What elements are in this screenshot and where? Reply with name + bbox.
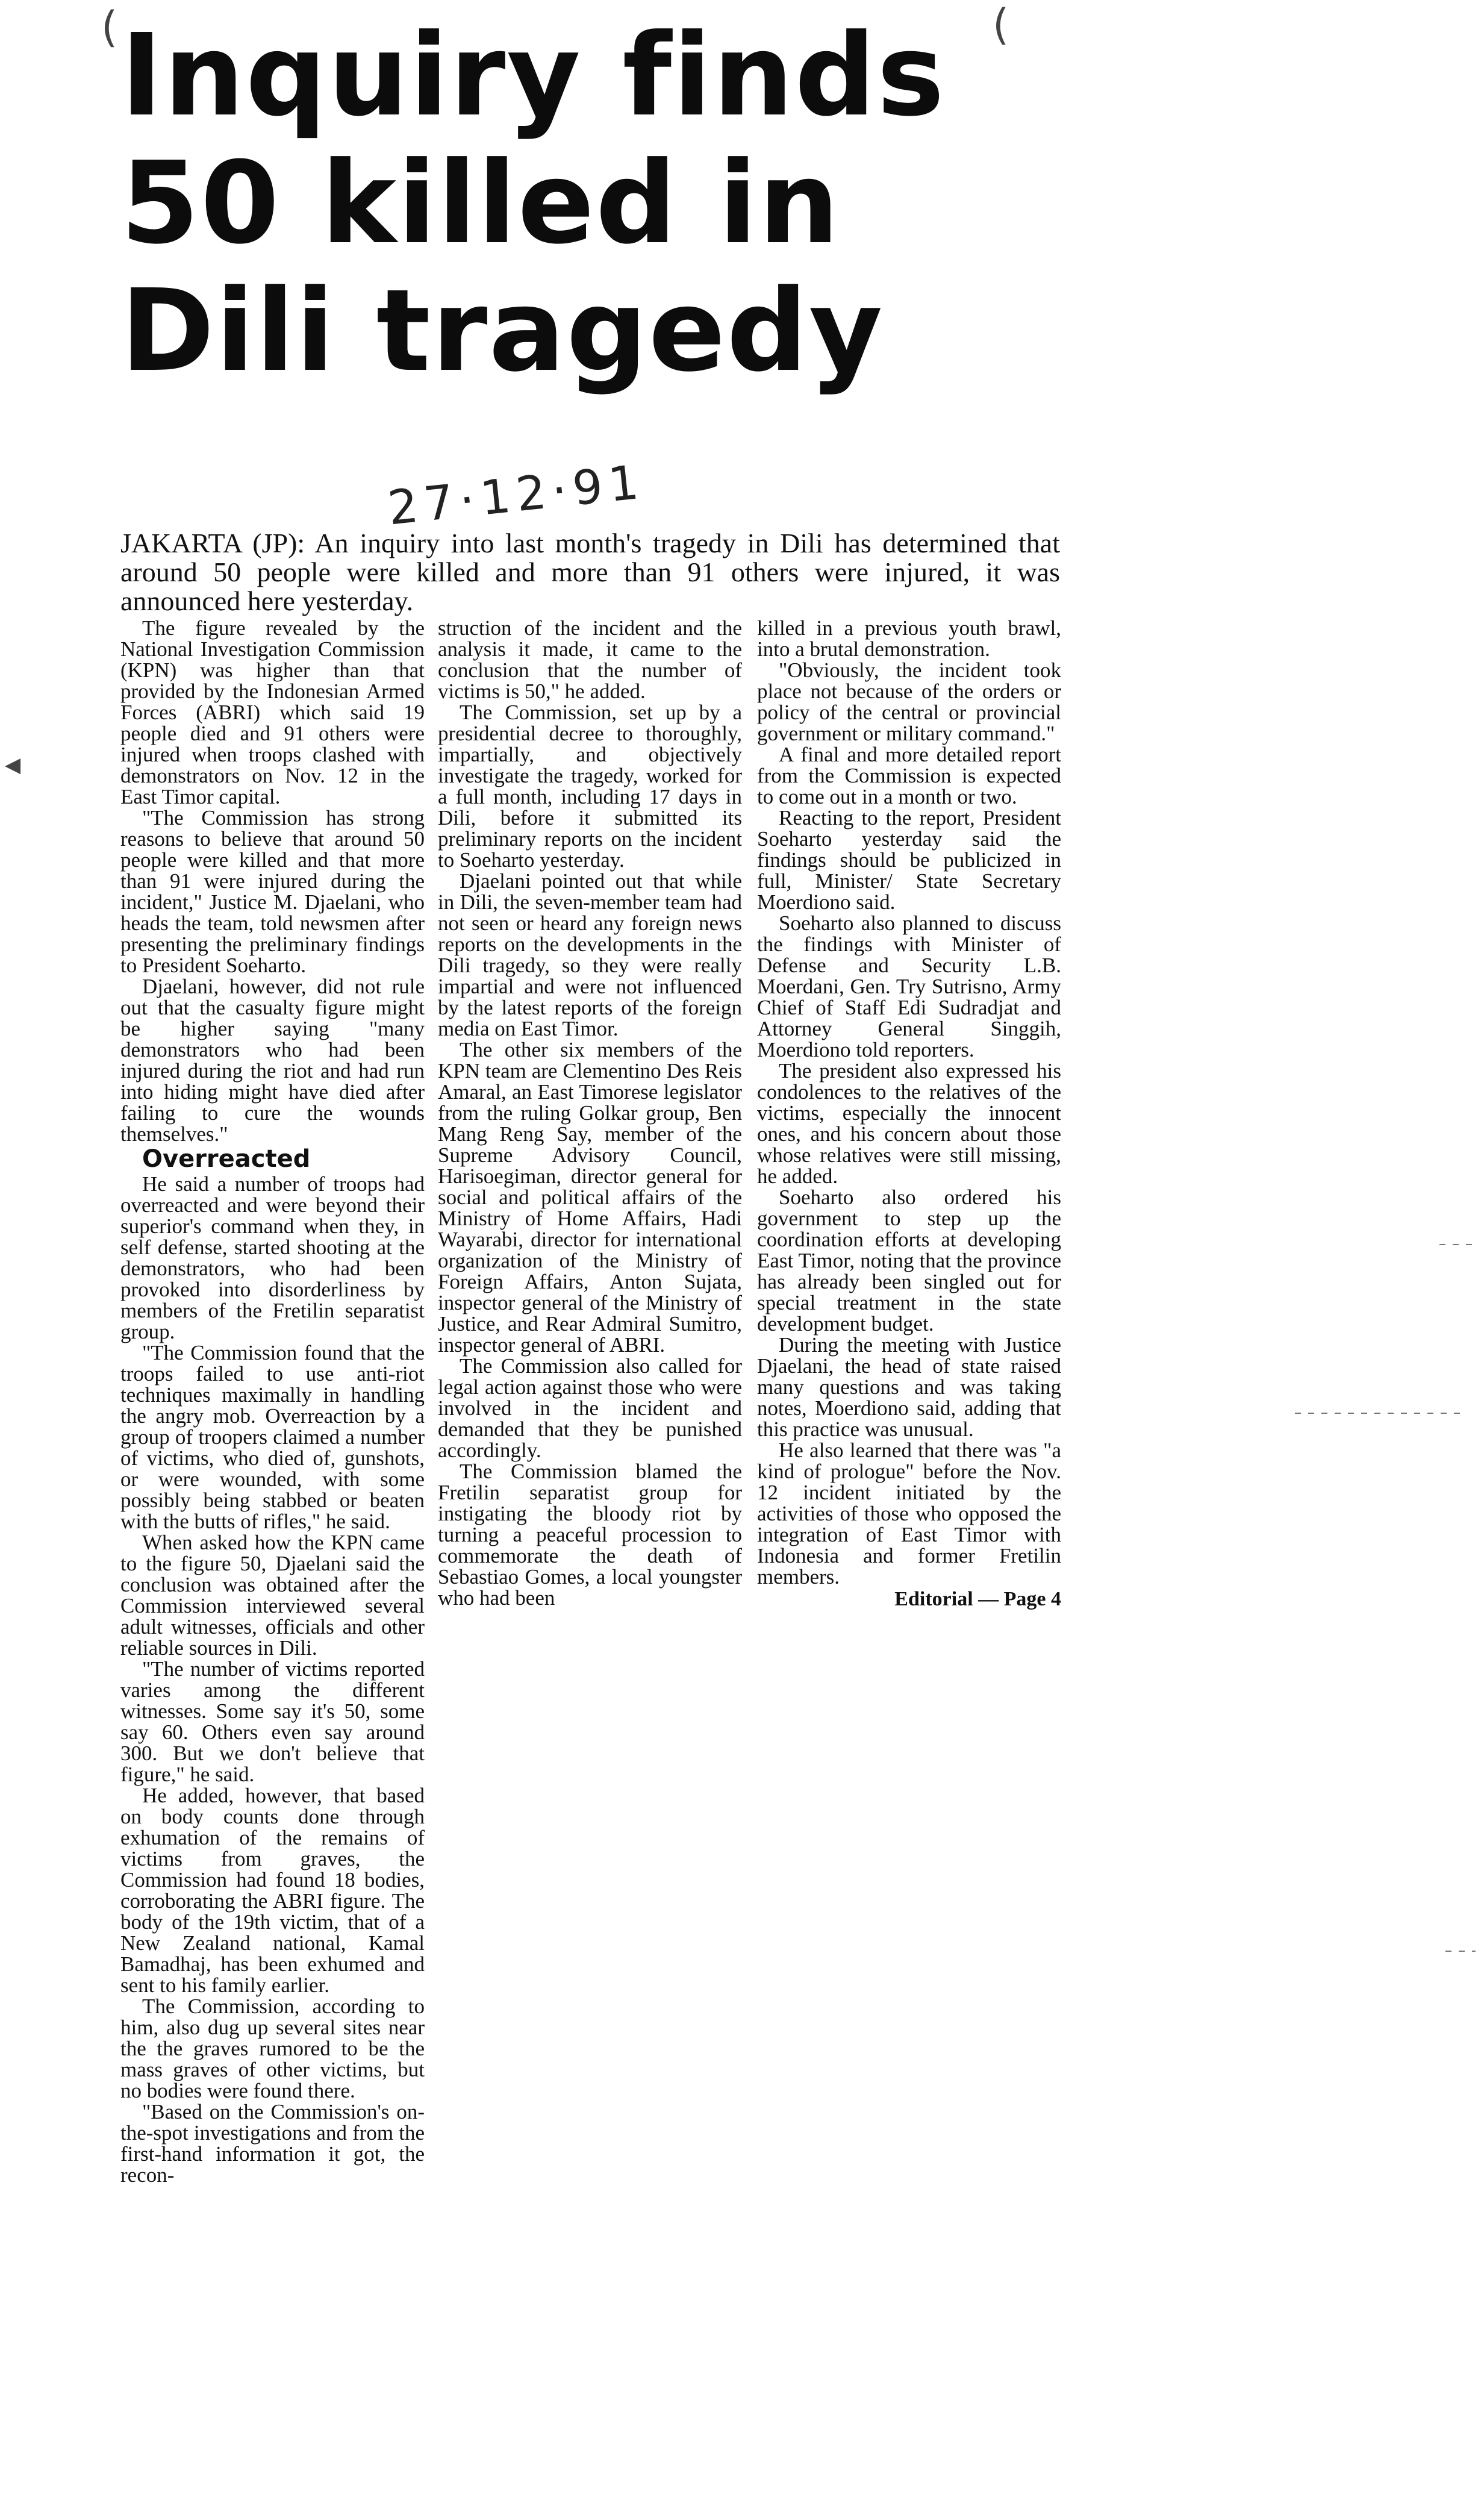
column-3-paragraph: He also learned that there was "a kind of prologue" before the Nov. 12 incident initiated by the activities of those who opposed the integration of East Timor with Indonesia and former Fretilin members. bbox=[757, 1439, 1061, 1589]
column-3-paragraph: A final and more detailed report from the Commission is expected to come out in a month or two. bbox=[757, 743, 1061, 808]
column-1-paragraph: "The Commission found that the troops failed to use anti-riot techniques maximally in handling the angry mob. Overreaction by a group of troopers claimed a number of victims, who died of, gunshots, or were wounded, with some possibly being stabbed or beaten with the butts of rifles," he said. bbox=[120, 1341, 425, 1533]
column-3-paragraph: Soeharto also ordered his government to step up the coordination efforts at developing East Timor, noting that the province has already been singled out for special treatment in the state development budget. bbox=[757, 1186, 1061, 1336]
column-3-paragraph: killed in a previous youth brawl, into a brutal demonstration. bbox=[757, 616, 1061, 661]
column-1-paragraph: When asked how the KPN came to the figure 50, Djaelani said the conclusion was obtained after the Commission interviewed several adult witnesses, officials and other reliable sources in Dili. bbox=[120, 1531, 425, 1660]
headline bbox=[120, 12, 1060, 395]
column-3-paragraph: Reacting to the report, President Soeharto yesterday said the findings should be publicized in full, Minister/ State Secretary Moerdiono said. bbox=[757, 806, 1061, 914]
column-2-paragraph: The Commission also called for legal action against those who were involved in the incident and demanded that they be punished accordingly. bbox=[438, 1354, 742, 1462]
scan-bracket-mark-right: ( bbox=[993, 0, 1009, 49]
lede-paragraph: JAKARTA (JP): An inquiry into last month's tragedy in Dili has determined that around 50 people were killed and more than 91 others were injured, it was announced here yesterday. bbox=[120, 528, 1060, 616]
headline-line-3: Dili tragedy bbox=[120, 265, 884, 397]
continued-on-editorial-page-4: Editorial — Page 4 bbox=[894, 1588, 1061, 1610]
column-2-paragraph: struction of the incident and the analysis it made, it came to the conclusion that the number of victims is 50," he added. bbox=[438, 616, 742, 703]
column-1-paragraph: The Commission, according to him, also dug up several sites near the the graves rumored to be the mass graves of other victims, but no bodies were found there. bbox=[120, 1995, 425, 2102]
column-2-paragraph: The Commission, set up by a presidential decree to thoroughly, impartially, and objectively investigate the tragedy, worked for a full month, including 17 days in Dili, before it submitted its preliminary reports on the incident to Soeharto yesterday. bbox=[438, 701, 742, 872]
column-3-paragraph: Soeharto also planned to discuss the findings with Minister of Defense and Security L.B. Moerdani, Gen. Try Sutrisno, Army Chief of Staff Edi Sudradjat and Attorney General Singgih, Moerdiono told reporters. bbox=[757, 911, 1061, 1061]
article-column-3 bbox=[757, 617, 1061, 1611]
column-3-paragraph: During the meeting with Justice Djaelani, the head of state raised many questions and was taking notes, Moerdiono said, adding that this practice was unusual. bbox=[757, 1333, 1061, 1441]
article-column-1 bbox=[120, 617, 425, 2186]
column-1-paragraph: He added, however, that based on body counts done through exhumation of the remains of victims from graves, the Commission had found 18 bodies, corroborating the ABRI figure. The body of the 19th victim, that of a New Zealand national, Kamal Bamadhaj, has been exhumed and sent to his family earlier. bbox=[120, 1784, 425, 1997]
column-2-paragraph: The Commission blamed the Fretilin separatist group for instigating the bloody riot by turning a peaceful procession to commemorate the death of Sebastiao Gomes, a local youngster who had been bbox=[438, 1460, 742, 1610]
headline-line-2: 50 killed in bbox=[120, 137, 841, 269]
scan-dash-mark bbox=[1445, 1951, 1476, 1952]
column-1-paragraph: The figure revealed by the National Investigation Commission (KPN) was higher than that provided by the Indonesian Armed Forces (ABRI) which said 19 people died and 91 others were injured when troops clashed with demonstrators on Nov. 12 in the East Timor capital. bbox=[120, 616, 425, 808]
subhead-overreacted: Overreacted bbox=[142, 1145, 311, 1173]
column-1-paragraph: He said a number of troops had overreacted and were beyond their superior's command when they, in self defense, started shooting at the demonstrators, who had been provoked into disorderliness by members of the Fretilin separatist group. bbox=[120, 1172, 425, 1343]
column-1-paragraph: Djaelani, however, did not rule out that the casualty figure might be higher saying "many demonstrators who had been injured during the riot and had run into hiding might have died after failing to cure the wounds themselves." bbox=[120, 975, 425, 1146]
column-3-paragraph: The president also expressed his condolences to the relatives of the victims, especially the innocent ones, and his concern about those whose relatives were still missing, he added. bbox=[757, 1059, 1061, 1188]
scan-bracket-mark-left: ( bbox=[101, 2, 118, 52]
scan-dash-mark bbox=[1439, 1244, 1476, 1245]
column-1-paragraph: "The Commission has strong reasons to believe that around 50 people were killed and that more than 91 were injured during the incident," Justice M. Djaelani, who heads the team, told newsmen after presenting the preliminary findings to President Soeharto. bbox=[120, 806, 425, 977]
column-3-paragraph: "Obviously, the incident took place not because of the orders or policy of the central or provincial government or military command." bbox=[757, 658, 1061, 745]
article-column-2 bbox=[438, 617, 742, 1608]
scan-arrow-mark: ◀ bbox=[5, 753, 21, 777]
scan-dash-mark bbox=[1295, 1413, 1464, 1414]
column-2-paragraph: The other six members of the KPN team are Clementino Des Reis Amaral, an East Timorese legislator from the ruling Golkar group, Ben Mang Reng Say, member of the Supreme Advisory Council, Harisoegiman, director general for social and political affairs of the Ministry of Home Affairs, Hadi Wayarabi, director for international organization of the Ministry of Foreign Affairs, Anton Sujata, inspector general of the Ministry of Justice, and Rear Admiral Sumitro, inspector general of ABRI. bbox=[438, 1038, 742, 1357]
handwritten-date: 27·12·91 bbox=[385, 455, 647, 536]
column-1-paragraph: "Based on the Commission's on-the-spot investigations and from the first-hand information it got, the recon- bbox=[120, 2100, 425, 2187]
headline-line-1: Inquiry finds bbox=[120, 10, 946, 142]
column-2-paragraph: Djaelani pointed out that while in Dili, the seven-member team had not seen or heard any foreign news reports on the developments in the Dili tragedy, so they were really impartial and were not influenced by the latest reports of the foreign media on East Timor. bbox=[438, 869, 742, 1040]
column-1-paragraph: "The number of victims reported varies among the different witnesses. Some say it's 50, some say 60. Others even say around 300. But we don't believe that figure," he said. bbox=[120, 1657, 425, 1786]
